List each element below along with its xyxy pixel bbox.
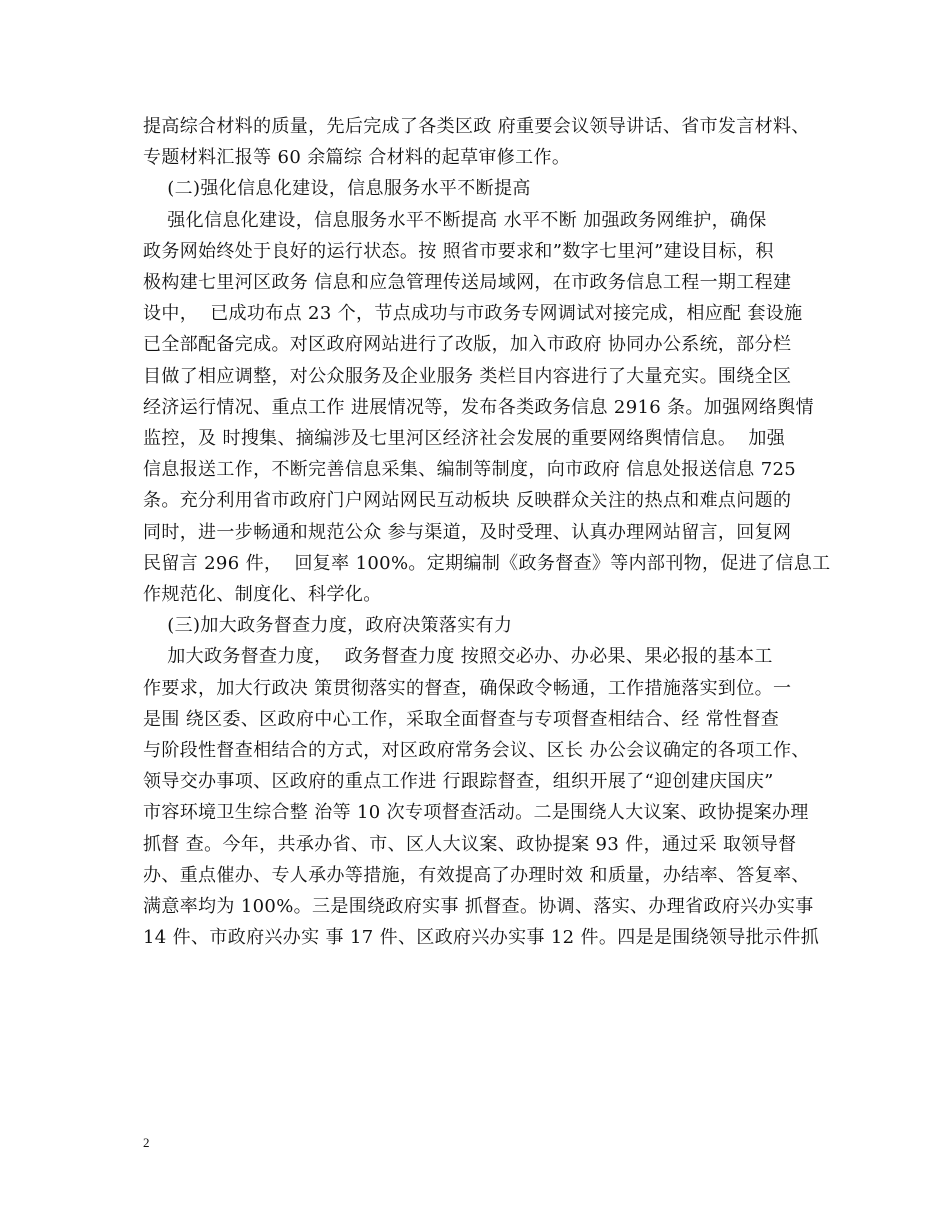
text-line: 同时，进一步畅通和规范公众 参与渠道，及时受理、认真办理网站留言，回复网 [143, 521, 792, 543]
text-line: 领导交办事项、区政府的重点工作进 行跟踪督查，组织开展了“迎创建庆国庆” [143, 771, 774, 793]
text-line: 满意率均为 100%。三是围绕政府实事 抓督查。协调、落实、办理省政府兴办实事 [143, 896, 814, 917]
text-line: (三)加大政务督查力度，政府决策落实有力 [143, 615, 513, 637]
text-line: 信息报送工作，不断完善信息采集、编制等制度，向市政府 信息处报送信息 725 [143, 459, 797, 481]
page-number: 2 [143, 1135, 150, 1150]
text-line: 作要求，加大行政决 策贯彻落实的督查，确保政令畅通，工作措施落实到位。一 [143, 677, 792, 699]
text-line: 是围 绕区委、区政府中心工作，采取全面督查与专项督查相结合、经 常性督查 [143, 708, 780, 730]
text-line: 设中， 已成功布点 23 个，节点成功与市政务专网调试对接完成，相应配 套设施 [143, 303, 803, 325]
text-line: 与阶段性督查相结合的方式，对区政府常务会议、区长 办公会议确定的各项工作、 [143, 740, 810, 761]
text-line: 抓督 查。今年，共承办省、市、区人大议案、政协提案 93 件，通过采 取领导督 [143, 833, 797, 855]
text-line: 监控，及 时搜集、摘编涉及七里河区经济社会发展的重要网络舆情信息。 加强 [143, 428, 786, 449]
text-line: 加大政务督查力度， 政务督查力度 按照交必办、办必果、果必报的基本工 [143, 646, 773, 668]
text-line: 经济运行情况、重点工作 进展情况等，发布各类政务信息 2916 条。加强网络舆情 [143, 396, 814, 418]
text-line: 已全部配备完成。对区政府网站进行了改版，加入市政府 协同办公系统，部分栏 [143, 334, 792, 356]
text-line: 极构建七里河区政务 信息和应急管理传送局域网，在市政务信息工程一期工程建 [143, 272, 792, 293]
text-line: 政务网始终处于良好的运行状态。按 照省市要求和”数字七里河”建设目标，积 [143, 240, 774, 262]
text-line: 办、重点催办、专人承办等措施，有效提高了办理时效 和质量，办结率、答复率、 [143, 864, 810, 886]
text-line: 强化信息化建设，信息服务水平不断提高 水平不断 加强政务网维护，确保 [143, 209, 767, 231]
text-line: 提高综合材料的质量，先后完成了各类区政 府重要会议领导讲话、省市发言材料、 [143, 116, 810, 137]
text-line: 民留言 296 件， 回复率 100%。定期编制《政务督查》等内部刊物，促进了信息工 [143, 552, 831, 574]
text-line: 专题材料汇报等 60 余篇综 合材料的起草审修工作。 [143, 147, 571, 169]
text-line: (二)强化信息化建设，信息服务水平不断提高 [143, 178, 531, 200]
text-line: 14 件、市政府兴办实 事 17 件、区政府兴办实事 12 件。四是是围绕领导批示件抓 [143, 927, 820, 949]
text-line: 市容环境卫生综合整 治等 10 次专项督查活动。二是围绕人大议案、政协提案办理 [143, 802, 809, 824]
text-line: 作规范化、制度化、科学化。 [143, 584, 382, 605]
text-line: 条。充分利用省市政府门户网站网民互动板块 反映群众关注的热点和难点问题的 [143, 490, 792, 512]
text-line: 目做了相应调整，对公众服务及企业服务 类栏目内容进行了大量充实。围绕全区 [143, 365, 792, 387]
